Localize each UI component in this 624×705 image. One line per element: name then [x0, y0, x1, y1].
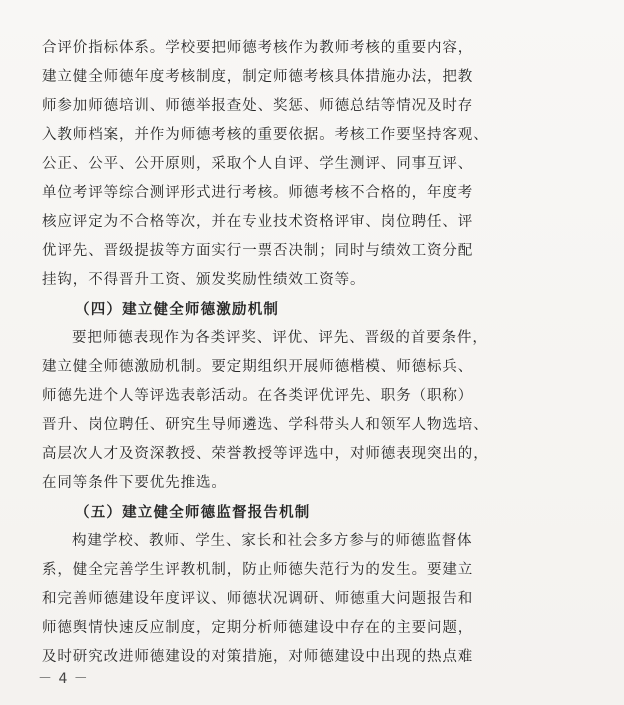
- paragraph-line: 入教师档案，并作为师德考核的重要依据。考核工作要坚持客观、: [42, 127, 489, 143]
- paragraph-line: 优评先、晋级提拔等方面实行一票否决制；同时与绩效工资分配: [42, 243, 474, 259]
- paragraph-line: 及时研究改进师德建设的对策措施，对师德建设中出现的热点难: [42, 649, 474, 665]
- page-number: － 4 －: [38, 671, 89, 687]
- paragraph-line: 系，健全完善学生评教机制，防止师德失范行为的发生。要建立: [42, 562, 474, 578]
- paragraph-line: 合评价指标体系。学校要把师德考核作为教师考核的重要内容，: [42, 40, 474, 56]
- paragraph-line: 师参加师德培训、师德举报查处、奖惩、师德总结等情况及时存: [42, 98, 474, 114]
- body-text: [42, 34, 514, 672]
- paragraph-line: 在同等条件下要优先推选。: [42, 475, 227, 491]
- section-heading-4: （四）建立健全师德激励机制: [75, 301, 280, 318]
- paragraph-line: 构建学校、教师、学生、家长和社会多方参与的师德监督体: [72, 533, 473, 549]
- paragraph-line: 单位考评等综合测评形式进行考核。师德考核不合格的，年度考: [42, 185, 474, 201]
- paragraph-line: 挂钩，不得晋升工资、颁发奖励性绩效工资等。: [42, 272, 366, 288]
- paragraph-line: 公正、公平、公开原则，采取个人自评、学生测评、同事互评、: [42, 156, 474, 172]
- paragraph-line: 建立健全师德年度考核制度，制定师德考核具体措施办法，把教: [42, 69, 474, 85]
- paragraph-line: 要把师德表现作为各类评奖、评优、评先、晋级的首要条件，: [72, 330, 488, 346]
- section-heading-5: （五）建立健全师德监督报告机制: [75, 504, 311, 521]
- paragraph-line: 师德先进个人等评选表彰活动。在各类评优评先、职务（职称）: [42, 388, 474, 404]
- paragraph-line: 核应评定为不合格等次，并在专业技术资格评审、岗位聘任、评: [42, 214, 474, 230]
- paragraph-line: 晋升、岗位聘任、研究生导师遴选、学科带头人和领军人物选培、: [42, 417, 489, 433]
- paragraph-line: 高层次人才及资深教授、荣誉教授等评选中，对师德表现突出的，: [42, 446, 489, 462]
- paragraph-line: 建立健全师德激励机制。要定期组织开展师德楷模、师德标兵、: [42, 359, 474, 375]
- paragraph-line: 和完善师德建设年度评议、师德状况调研、师德重大问题报告和: [42, 591, 474, 607]
- paragraph-line: 师德舆情快速反应制度，定期分析师德建设中存在的主要问题，: [42, 620, 474, 636]
